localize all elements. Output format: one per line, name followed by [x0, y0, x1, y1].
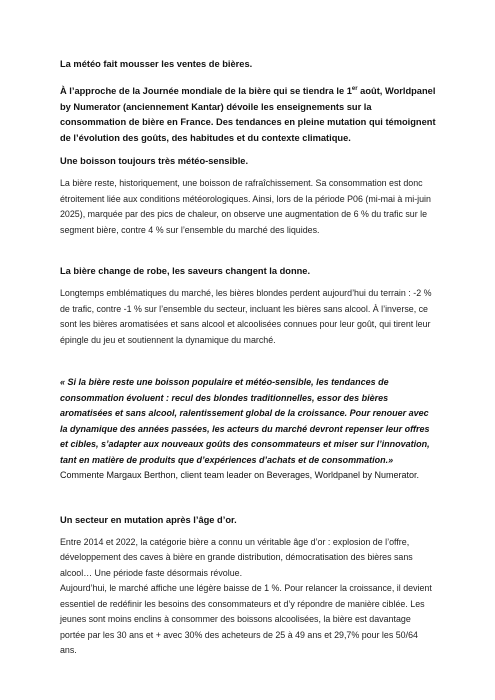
quote-attribution: Commente Margaux Berthon, client team leader on Beverages, Worldpanel by Numerator.	[60, 470, 420, 480]
quote-text: « Si la bière reste une boisson populaire et météo-sensible, les tendances de consommation évoluent : recul des blondes traditionnelles, essor des bières aromatisées et sans alcool, ralentissement global de la croissance. Pour renouer avec la dynamique des années passées, les acteurs du marché devront repenser leur offres et cibles, s’adapter aux nouveaux goûts des consommateurs et miser sur l’innovation, tant en matière de produits que d’expériences d’achats et de consommation.»	[60, 377, 430, 465]
section-body-mutation-1: Entre 2014 et 2022, la catégorie bière a connu un véritable âge d’or : explosion de l’offre, développement des caves à bière en grande distribution, démocratisation des bières sans alcool… Une période faste désormais révolue.	[60, 536, 413, 578]
document-title: La météo fait mousser les ventes de bières.	[60, 59, 253, 69]
quote-paragraph	[60, 375, 437, 484]
section-body-mutation-2: Aujourd’hui, le marché affiche une légère baisse de 1 %. Pour relancer la croissance, il devient essentiel de redéfinir les besoins des consommateurs et d’y répondre de manière ciblée. Les jeunes sont moins enclins à consommer des boissons alcoolisées, la bière est davantage portée par les 30 ans et + avec 30% des acheteurs de 25 à 49 ans et 29,7% pour les 50/64 ans.	[60, 583, 432, 655]
section-heading-meteo: Une boisson toujours très météo-sensible.	[60, 156, 249, 166]
section-heading-mutation: Un secteur en mutation après l’âge d’or.	[60, 514, 237, 525]
lead-text-start: À l’approche de la Journée mondiale de la bière qui se tiendra le 1	[60, 86, 352, 96]
lead-text-end: août, Worldpanel by Numerator (anciennement Kantar) dévoile les enseignements sur la consommation de bière en France. Des tendances en pleine mutation qui témoignent de l’évolution des goûts, des habitudes et du contexte climatique.	[60, 86, 436, 143]
lead-superscript: er	[351, 85, 358, 92]
section-body-meteo: La bière reste, historiquement, une boisson de rafraîchissement. Sa consommation est donc étroitement liée aux conditions météorologiques. Ainsi, lors de la période P06 (mi-mai à mi-juin 2025), marquée par des pics de chaleur, on observe une augmentation de 6 % du trafic sur le segment bière, contre 4 % sur l’ensemble du marché des liquides.	[60, 178, 431, 235]
lead-paragraph	[60, 84, 437, 146]
section-body-saveurs: Longtemps emblématiques du marché, les bières blondes perdent aujourd’hui du terrain : -2 % de trafic, contre -1 % sur l’ensemble du secteur, incluant les bières sans alcool. À l’inverse, ce sont les bières aromatisées et sans alcool et alcoolisées connues pour leur goût, qui tirent leur épingle du jeu et soutiennent la dynamique du marché.	[60, 288, 432, 345]
section-heading-saveurs: La bière change de robe, les saveurs changent la donne.	[60, 266, 311, 276]
